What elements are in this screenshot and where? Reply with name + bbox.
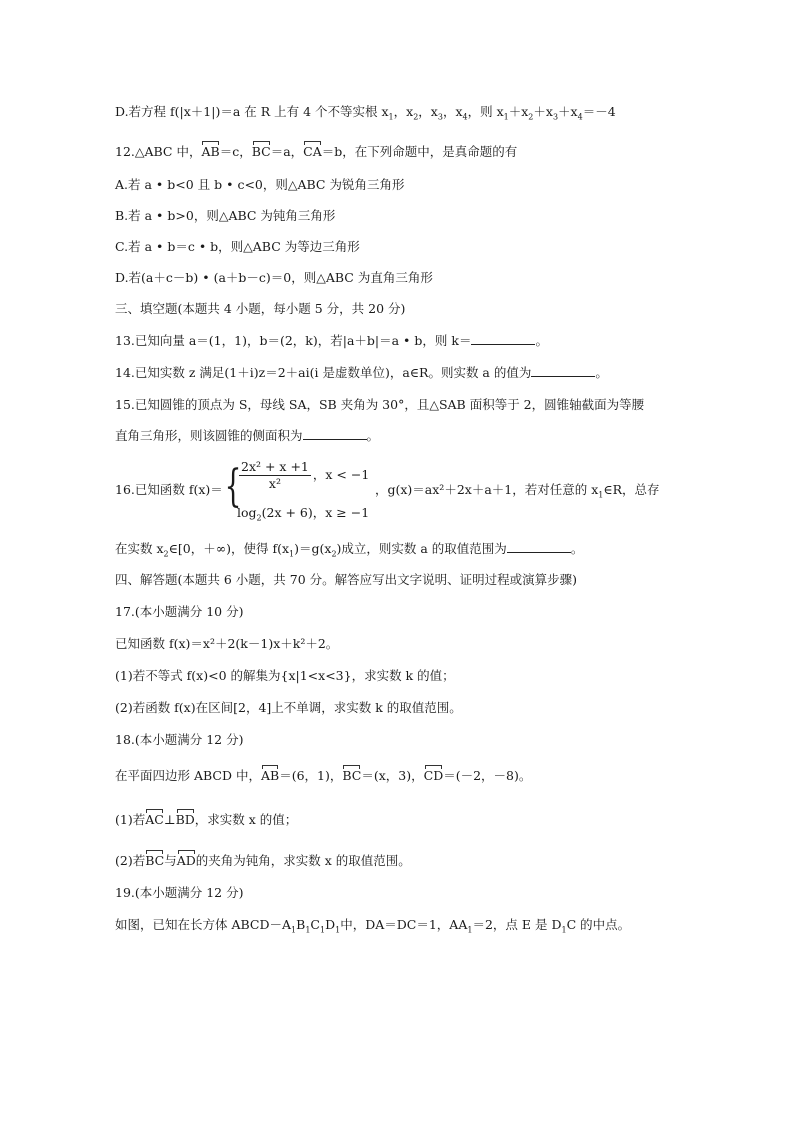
q18-part1: (1)若AC⊥BD，求实数 x 的值； (115, 808, 297, 828)
q17-part2: (2)若函数 f(x)在区间[2，4]上不单调，求实数 k 的取值范围。 (115, 700, 462, 715)
answer-blank (303, 428, 367, 440)
q15-line2: 直角三角形，则该圆锥的侧面积为 。 (115, 428, 380, 443)
q17-part1: (1)若不等式 f(x)<0 的解集为{x|1<x<3}，求实数 k 的值； (115, 668, 455, 683)
vector-cd: CD (424, 764, 444, 784)
q18-stem: 在平面四边形 ABCD 中，AB＝(6，1)，BC＝(x，3)，CD＝(－2，－8)。 (115, 764, 531, 784)
q12-stem: 12.△ABC 中，AB＝c，BC＝a，CA＝b，在下列命题中，是真命题的有 (115, 140, 517, 160)
q16-prefix: 16.已知函数 f(x)＝ (115, 482, 223, 497)
q18-part2: (2)若BC与AD的夹角为钝角，求实数 x 的取值范围。 (115, 849, 411, 869)
q12-option-b: B.若 a • b>0，则△ABC 为钝角三角形 (115, 208, 336, 223)
vector-ca: CA (303, 140, 322, 160)
vector-ab: AB (261, 764, 279, 784)
q19-title: 19.(本小题满分 12 分) (115, 885, 244, 900)
q18-title: 18.(本小题满分 12 分) (115, 732, 244, 747)
q19-stem: 如图，已知在长方体 $ABCD-A_1B_1C_1D_1$中，DA＝DC＝1，$AA_1=2$，点 E 是 $D_1C$ 的中点。 (115, 917, 631, 935)
vector-bc: BC (145, 849, 164, 869)
answer-blank (471, 333, 535, 345)
vector-ab: AB (201, 140, 219, 160)
q17-title: 17.(本小题满分 10 分) (115, 604, 244, 619)
q12-option-a: A.若 a • b<0 且 b • c<0，则△ABC 为锐角三角形 (115, 177, 405, 192)
q17-stem: 已知函数 f(x)＝x²＋2(k－1)x＋k²＋2。 (115, 636, 339, 651)
q14: 14.已知实数 z 满足(1＋i)z＝2＋ai(i 是虚数单位)，a∈R。则实数 a 的值为 。 (115, 365, 608, 380)
vector-ac: AC (145, 808, 164, 828)
q16-case2: $\log_2(2x + 6)$，x ≥ −1 (237, 505, 370, 523)
q12-option-d: D.若(a＋c－b) • (a＋b－c)＝0，则△ABC 为直角三角形 (115, 270, 433, 285)
section-3-heading: 三、填空题(本题共 4 小题，每小题 5 分，共 20 分) (115, 301, 406, 316)
q16-case1: $\frac{\text{2x² + x +1}}{\text{x²}}$ ，x < −1 (241, 459, 370, 491)
vector-bc: BC (252, 140, 271, 160)
q13: 13.已知向量 a＝(1，1)，b＝(2，k)，若|a＋b|＝a • b，则 k＝ 。 (115, 333, 548, 348)
answer-blank (531, 365, 595, 377)
vector-bd: BD (176, 808, 195, 828)
section-4-heading: 四、解答题(本题共 6 小题，共 70 分。解答应写出文字说明、证明过程或演算步骤) (115, 572, 578, 587)
vector-ad: AD (177, 849, 196, 869)
q11-option-d: D.若方程 f(|x＋1|)＝a 在 R 上有 4 个不等实根 $x_1$，$x_2$，$x_3$，$x_4$，则 $x_1+x_2+x_3+x_4=-4$ (115, 104, 616, 122)
q16-suffix: ，g(x)＝ax²＋2x＋a＋1，若对任意的 $x_1\in R$，总存 (375, 482, 660, 500)
q15-line1: 15.已知圆锥的顶点为 S，母线 SA，SB 夹角为 30°，且△SAB 面积等于 2，圆锥轴截面为等腰 (115, 397, 645, 412)
answer-blank (507, 541, 571, 553)
piecewise-brace: { (224, 461, 242, 512)
q12-option-c: C.若 a • b＝c • b，则△ABC 为等边三角形 (115, 239, 360, 254)
q16-line2: 在实数 $x_2\in[0$，＋∞)，使得 $f(x_1)=g(x_2)$成立，则实数 a 的取值范围为 。 (115, 541, 584, 559)
vector-bc: BC (342, 764, 361, 784)
